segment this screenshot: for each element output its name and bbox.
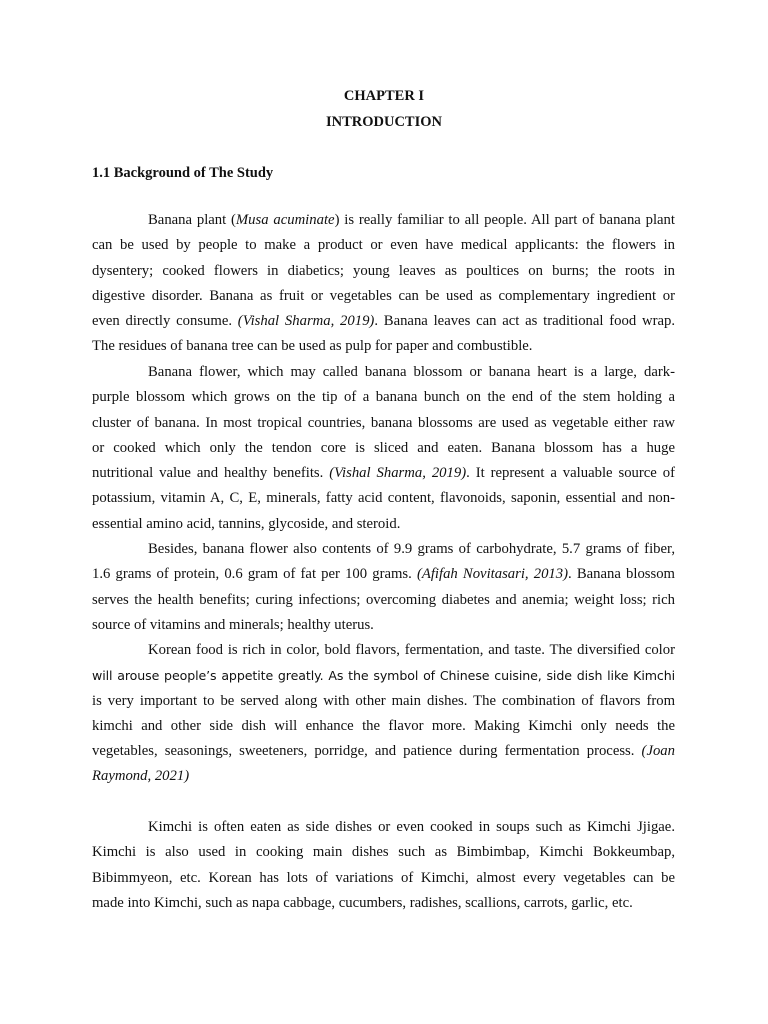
text-line [92, 334, 675, 359]
text-segment: kimchi and other side dish will enhance the flavor more. Making Kimchi only needs the [92, 717, 675, 734]
italic-text: Musa acuminate [235, 212, 335, 228]
text-line [92, 739, 675, 764]
text-segment: nutritional value and healthy benefits. [92, 465, 330, 482]
text-line [92, 866, 675, 891]
paragraph-1 [92, 208, 675, 360]
paragraph-2 [92, 360, 675, 537]
text-segment: 1.6 grams of protein, 0.6 gram of fat per 100 grams. [92, 566, 417, 583]
paragraph-3 [92, 537, 675, 638]
text-line [92, 233, 675, 258]
text-segment: digestive disorder. Banana as fruit or vegetables can be used as complementary ingredient or [92, 287, 675, 304]
text-line [92, 208, 675, 233]
italic-text: (Afifah Novitasari, 2013) [416, 566, 569, 583]
text-line [92, 284, 675, 309]
text-segment: Besides, banana flower also contents of 9.9 grams of carbohydrate, 5.7 grams of fiber, [148, 541, 675, 557]
text-segment: Banana flower, which may called banana blossom or banana heart is a large, dark- [148, 364, 675, 380]
chapter-heading: CHAPTER I [343, 88, 425, 104]
text-line [92, 562, 675, 587]
text-segment: is very important to be served along with other main dishes. The combination of flavors from [92, 692, 675, 709]
italic-text: (Vishal Sharma, 2019) [237, 313, 375, 330]
text-segment: . Banana blossom [568, 566, 675, 583]
chapter-title: INTRODUCTION [325, 114, 442, 130]
text-segment: serves the health benefits; curing infections; overcoming diabetes and anemia; weight loss; rich [92, 591, 675, 608]
text-segment: can be used by people to make a product or even have medical applicants: the flowers in [92, 237, 675, 254]
text-segment: Korean food is rich in color, bold flavors, fermentation, and taste. The diversified color [148, 642, 675, 658]
text-segment: purple blossom which grows on the tip of a banana bunch on the end of the stem holding a [92, 389, 675, 406]
text-line [92, 891, 675, 916]
section-heading: 1.1 Background of The Study [92, 165, 274, 181]
text-segment: dysentery; cooked flowers in diabetics; young leaves as poultices on burns; the roots in [92, 262, 675, 279]
text-line [92, 385, 675, 410]
text-segment: Kimchi is also used in cooking main dishes such as Bimbimbap, Kimchi Bokkeumbap, [92, 844, 675, 861]
text-segment: potassium, vitamin A, C, E, minerals, fatty acid content, flavonoids, saponin, essential and non- [92, 490, 675, 507]
text-segment: even directly consume. [92, 313, 238, 330]
text-line [92, 411, 675, 436]
text-line [92, 309, 675, 334]
text-segment: ) is really familiar to all people. All part of banana plant [334, 212, 675, 228]
text-line [92, 638, 675, 663]
text-segment: or cooked which only the tendon core is sliced and eaten. Banana blossom has a huge [92, 439, 675, 456]
text-segment: . Banana leaves can act as traditional food wrap. [374, 313, 675, 330]
text-line [92, 486, 675, 511]
text-segment: will arouse people’s appetite greatly. As the symbol of Chinese cuisine, side dish like Kimchi [92, 668, 675, 684]
text-line [92, 815, 675, 840]
text-segment: vegetables, seasonings, sweeteners, porridge, and patience during fermentation process. [92, 743, 642, 760]
text-line [92, 461, 675, 486]
text-line [92, 714, 675, 739]
italic-text: (Vishal Sharma, 2019) [329, 465, 467, 482]
italic-text: Raymond, 2021) [92, 768, 190, 785]
italic-text: (Joan [641, 743, 675, 760]
text-line [92, 259, 675, 284]
text-segment: The residues of banana tree can be used as pulp for paper and combustible. [92, 338, 533, 355]
text-line [92, 663, 675, 688]
text-line [92, 689, 675, 714]
text-segment: essential amino acid, tannins, glycoside, and steroid. [92, 515, 401, 532]
text-line [92, 537, 675, 562]
text-line [92, 512, 675, 537]
paragraph-4 [92, 638, 675, 790]
text-segment: cluster of banana. In most tropical countries, banana blossoms are used as vegetable either raw [92, 414, 675, 431]
text-line [92, 436, 675, 461]
paragraph-5 [92, 815, 675, 916]
text-segment: Kimchi is often eaten as side dishes or even cooked in soups such as Kimchi Jjigae. [148, 819, 675, 835]
text-line [92, 588, 675, 613]
text-segment: Bibimmyeon, etc. Korean has lots of variations of Kimchi, almost every vegetables can be [92, 869, 675, 886]
text-line [92, 840, 675, 865]
text-line [92, 764, 675, 789]
text-segment: Banana plant ( [148, 212, 236, 228]
text-line [92, 360, 675, 385]
text-line [92, 613, 675, 638]
text-segment: made into Kimchi, such as napa cabbage, cucumbers, radishes, scallions, carrots, garlic, etc. [92, 894, 633, 911]
text-segment: source of vitamins and minerals; healthy uterus. [92, 616, 374, 633]
text-segment: . It represent a valuable source of [466, 465, 675, 482]
